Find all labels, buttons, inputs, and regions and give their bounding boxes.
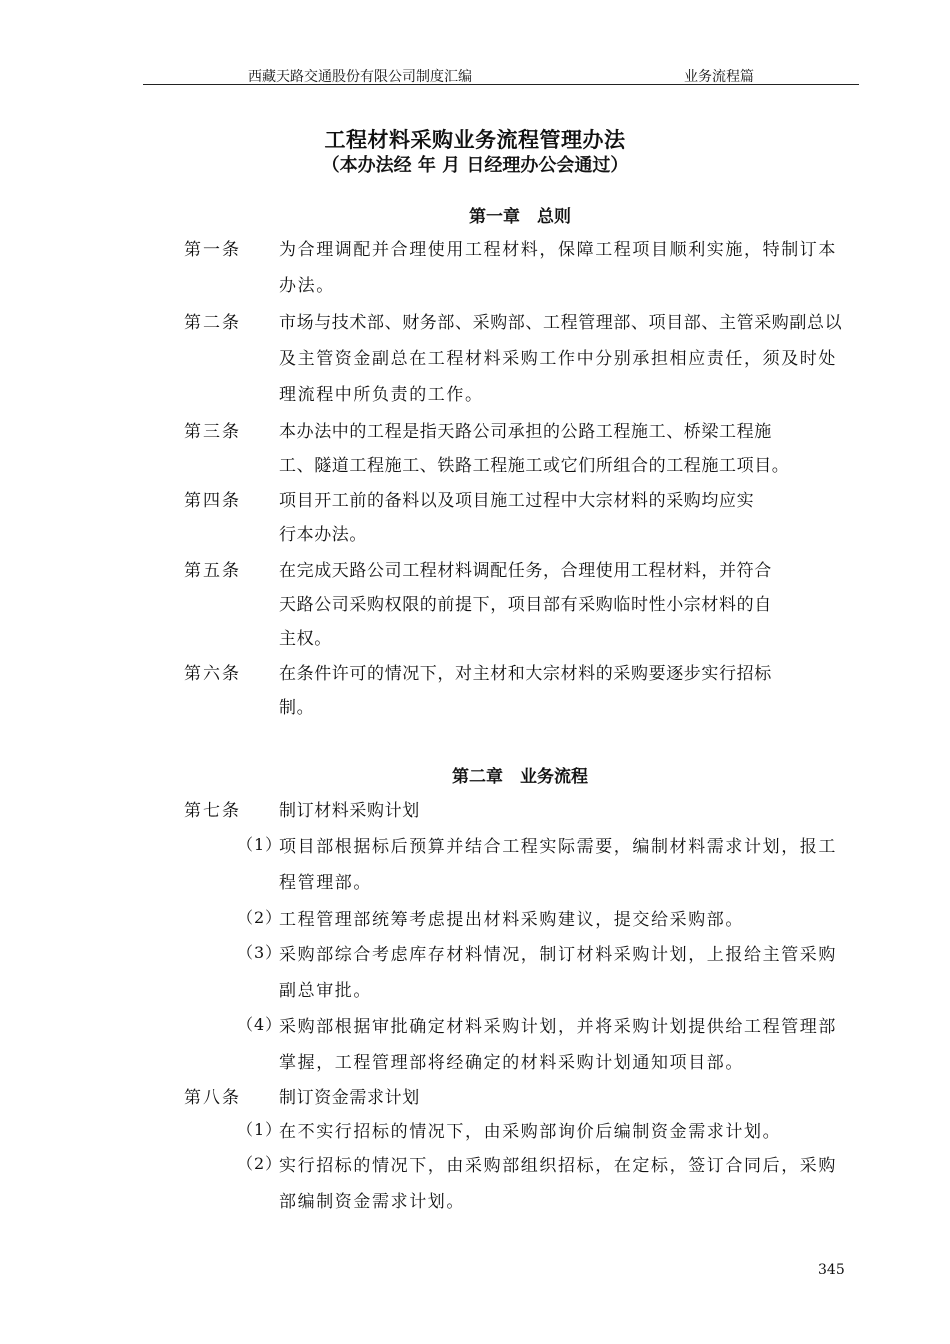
header-company: 西藏天路交通股份有限公司制度汇编 <box>248 69 472 85</box>
article-7-item-3-line-1: 采购部综合考虑库存材料情况，制订材料采购计划，上报给主管采购 <box>279 945 837 965</box>
article-8-label: 第八条 <box>184 1088 241 1108</box>
article-6-line-2: 制。 <box>279 698 315 718</box>
article-7-item-1-num: （1） <box>237 835 283 854</box>
article-3-line-1: 本办法中的工程是指天路公司承担的公路工程施工、桥梁工程施 <box>279 422 772 442</box>
article-4-line-2: 行本办法。 <box>279 525 367 545</box>
article-7-item-2-line-1: 工程管理部统筹考虑提出材料采购建议，提交给采购部。 <box>279 910 744 930</box>
article-8-item-2-line-1: 实行招标的情况下，由采购部组织招标，在定标，签订合同后，采购 <box>279 1156 837 1176</box>
article-8-item-1-num: （1） <box>237 1120 283 1139</box>
article-2-line-1: 市场与技术部、财务部、采购部、工程管理部、项目部、主管采购副总以 <box>279 313 843 333</box>
article-8-title: 制订资金需求计划 <box>279 1088 420 1108</box>
article-2-label: 第二条 <box>184 313 241 333</box>
article-6-label: 第六条 <box>184 664 241 684</box>
article-7-item-4-line-2: 掌握，工程管理部将经确定的材料采购计划通知项目部。 <box>279 1053 744 1073</box>
article-8-item-2-line-2: 部编制资金需求计划。 <box>279 1192 465 1212</box>
article-8-item-1-line-1: 在不实行招标的情况下，由采购部询价后编制资金需求计划。 <box>279 1122 782 1142</box>
article-1-line-1: 为合理调配并合理使用工程材料，保障工程项目顺利实施，特制订本 <box>279 240 837 260</box>
article-5-line-1: 在完成天路公司工程材料调配任务，合理使用工程材料，并符合 <box>279 561 772 581</box>
article-7-label: 第七条 <box>184 801 241 821</box>
article-7-item-4-num: （4） <box>237 1015 283 1034</box>
article-4-line-1: 项目开工前的备料以及项目施工过程中大宗材料的采购均应实 <box>279 491 755 511</box>
article-8-item-2-num: （2） <box>237 1154 283 1173</box>
article-6-line-1: 在条件许可的情况下，对主材和大宗材料的采购要逐步实行招标 <box>279 664 772 684</box>
article-1-line-2: 办法。 <box>279 276 335 296</box>
article-5-line-3: 主权。 <box>279 629 332 649</box>
article-3-label: 第三条 <box>184 422 241 442</box>
chapter-1-heading: 第一章 总则 <box>469 207 571 227</box>
chapter-2-heading: 第二章 业务流程 <box>452 767 588 787</box>
header-divider <box>143 84 859 85</box>
page-number: 345 <box>818 1262 845 1278</box>
article-1-label: 第一条 <box>184 240 241 260</box>
article-2-line-3: 理流程中所负责的工作。 <box>279 385 484 405</box>
article-7-item-3-line-2: 副总审批。 <box>279 981 372 1001</box>
article-5-label: 第五条 <box>184 561 241 581</box>
article-7-item-2-num: （2） <box>237 908 283 927</box>
article-7-title: 制订材料采购计划 <box>279 801 420 821</box>
article-2-line-2: 及主管资金副总在工程材料采购工作中分别承担相应责任，须及时处 <box>279 349 837 369</box>
header-section: 业务流程篇 <box>684 69 754 85</box>
article-7-item-1-line-1: 项目部根据标后预算并结合工程实际需要，编制材料需求计划，报工 <box>279 837 837 857</box>
article-7-item-4-line-1: 采购部根据审批确定材料采购计划，并将采购计划提供给工程管理部 <box>279 1017 837 1037</box>
article-4-label: 第四条 <box>184 491 241 511</box>
article-5-line-2: 天路公司采购权限的前提下，项目部有采购临时性小宗材料的自 <box>279 595 772 615</box>
article-7-item-1-line-2: 程管理部。 <box>279 873 372 893</box>
article-3-line-2: 工、隧道工程施工、铁路工程施工或它们所组合的工程施工项目。 <box>279 456 790 476</box>
article-7-item-3-num: （3） <box>237 943 283 962</box>
document-subtitle: （本办法经 年 月 日经理办公会通过） <box>321 155 629 176</box>
document-title: 工程材料采购业务流程管理办法 <box>324 127 626 152</box>
